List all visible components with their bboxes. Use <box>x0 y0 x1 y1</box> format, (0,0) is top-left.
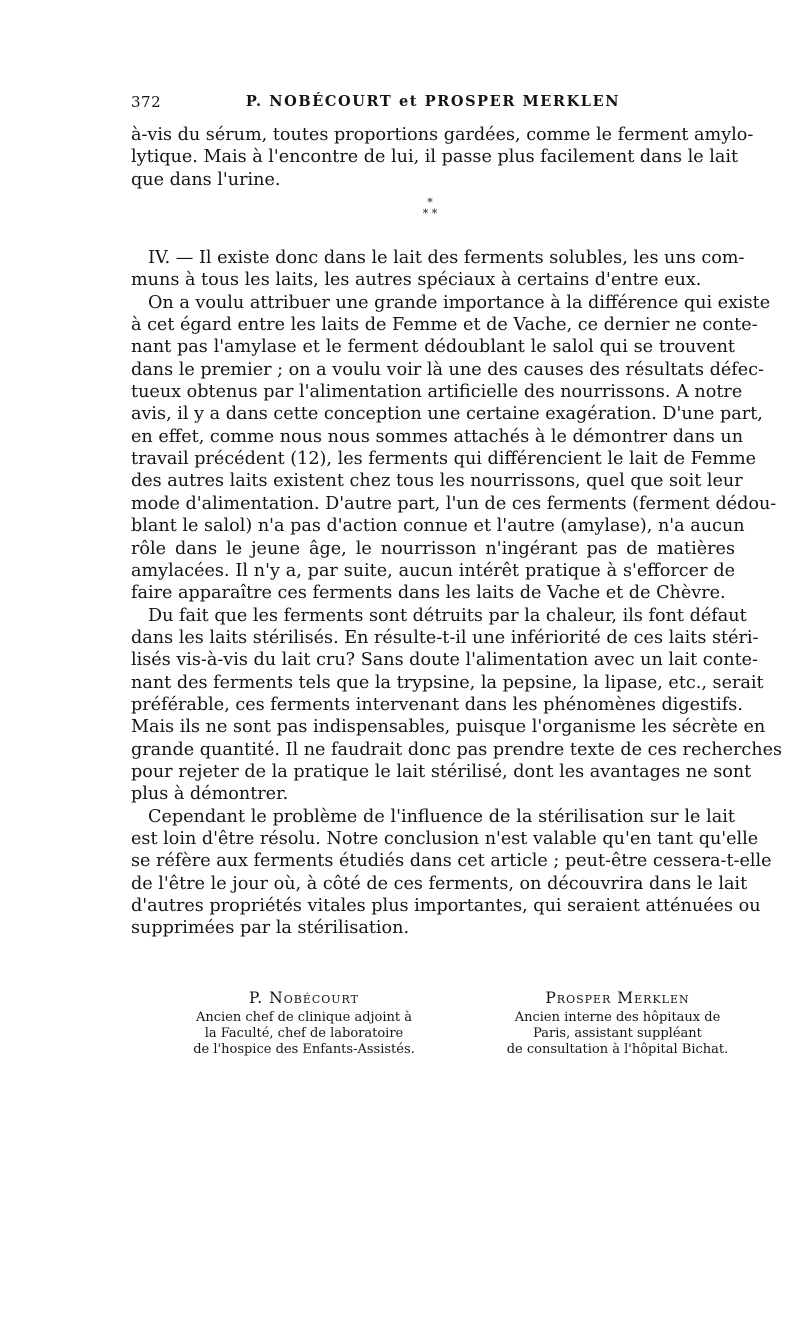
signature-affiliation: Ancien chef de clinique adjoint à <box>195 1010 413 1025</box>
running-title: P. NOBÉCOURT et PROSPER MERKLEN <box>245 93 621 110</box>
text-line: Mais ils ne sont pas indispensables, puisque l'organisme les sécrète en <box>131 717 766 738</box>
text-line: supprimées par la stérilisation. <box>131 918 410 939</box>
text-line: lytique. Mais à l'encontre de lui, il passe plus facilement dans le lait <box>131 147 739 168</box>
text-line: rôle dans le jeune âge, le nourrisson n'ingérant pas de matières <box>131 538 735 559</box>
text-line: lisés vis-à-vis du lait cru? Sans doute l'alimentation avec un lait conte- <box>131 650 759 671</box>
body-text <box>131 124 783 940</box>
signature-affiliation: Paris, assistant suppléant <box>533 1026 702 1041</box>
text-line: que dans l'urine. <box>131 169 281 190</box>
text-line: avis, il y a dans cette conception une certaine exagération. D'une part, <box>131 404 763 425</box>
intro-paragraph <box>131 124 754 191</box>
signature-affiliation: Ancien interne des hôpitaux de <box>514 1010 721 1025</box>
text-line: On a voulu attribuer une grande importance à la différence qui existe <box>148 292 771 313</box>
signature-name: Prosper Merklen <box>545 989 690 1007</box>
signature-affiliation: de consultation à l'hôpital Bichat. <box>506 1042 729 1057</box>
text-line: de l'être le jour où, à côté de ces ferments, on découvrira dans le lait <box>131 873 748 894</box>
text-line: faire apparaître ces ferments dans les laits de Vache et de Chèvre. <box>131 583 726 604</box>
text-line: tueux obtenus par l'alimentation artificielle des nourrissons. A notre <box>131 382 743 403</box>
section-iv <box>131 247 783 940</box>
signature-name: P. Nobécourt <box>249 989 359 1007</box>
text-line: à-vis du sérum, toutes proportions gardées, comme le ferment amylo- <box>131 125 754 145</box>
text-line: Du fait que les ferments sont détruits par la chaleur, ils font défaut <box>148 605 747 626</box>
text-line: à cet égard entre les laits de Femme et de Vache, ce dernier ne conte- <box>131 315 758 336</box>
text-line: nant pas l'amylase et le ferment dédoublant le salol qui se trouvent <box>131 337 735 358</box>
text-line: d'autres propriétés vitales plus importantes, qui seraient atténuées ou <box>131 896 761 916</box>
asterism <box>415 197 445 223</box>
asterism-bottom: * * <box>422 207 438 220</box>
signature-merklen <box>480 986 755 1058</box>
page-number: 372 <box>131 93 162 111</box>
asterism-top: * <box>427 196 433 209</box>
signature-affiliation: de l'hospice des Enfants-Assistés. <box>193 1042 415 1057</box>
text-line: blant le salol) n'a pas d'action connue et l'autre (amylase), n'a aucun <box>131 516 745 537</box>
text-line: se réfère aux ferments étudiés dans cet article ; peut-être cessera-t-elle <box>131 851 772 872</box>
text-line: pour rejeter de la pratique le lait stérilisé, dont les avantages ne sont <box>131 761 752 782</box>
text-line: des autres laits existent chez tous les nourrissons, quel que soit leur <box>131 471 743 492</box>
text-line: en effet, comme nous nous sommes attachés à le démontrer dans un <box>131 426 744 447</box>
text-line: travail précédent (12), les ferments qui différencient le lait de Femme <box>131 449 757 470</box>
text-line: est loin d'être résolu. Notre conclusion n'est valable qu'en tant qu'elle <box>131 828 759 849</box>
text-line: amylacées. Il n'y a, par suite, aucun intérêt pratique à s'efforcer de <box>131 560 735 581</box>
signature-affiliation: la Faculté, chef de laboratoire <box>204 1026 404 1041</box>
signature-nobecourt <box>164 986 444 1058</box>
text-line: grande quantité. Il ne faudrait donc pas prendre texte de ces recherches <box>131 739 783 760</box>
text-line: nant des ferments tels que la trypsine, la pepsine, la lipase, etc., serait <box>131 672 764 693</box>
text-line: dans le premier ; on a voulu voir là une des causes des résultats défec- <box>131 359 764 380</box>
text-line: préférable, ces ferments intervenant dans les phénomènes digestifs. <box>131 694 743 715</box>
text-line: dans les laits stérilisés. En résulte-t-il une infériorité de ces laits stéri- <box>131 627 759 648</box>
running-head <box>131 93 735 113</box>
text-line: mode d'alimentation. D'autre part, l'un de ces ferments (ferment dédou- <box>131 493 777 514</box>
text-line: muns à tous les laits, les autres spéciaux à certains d'entre eux. <box>131 270 702 291</box>
text-line: Cependant le problème de l'influence de la stérilisation sur le lait <box>148 806 735 827</box>
text-line: IV. — Il existe donc dans le lait des ferments solubles, les uns com- <box>148 248 745 269</box>
text-line: plus à démontrer. <box>131 784 289 805</box>
